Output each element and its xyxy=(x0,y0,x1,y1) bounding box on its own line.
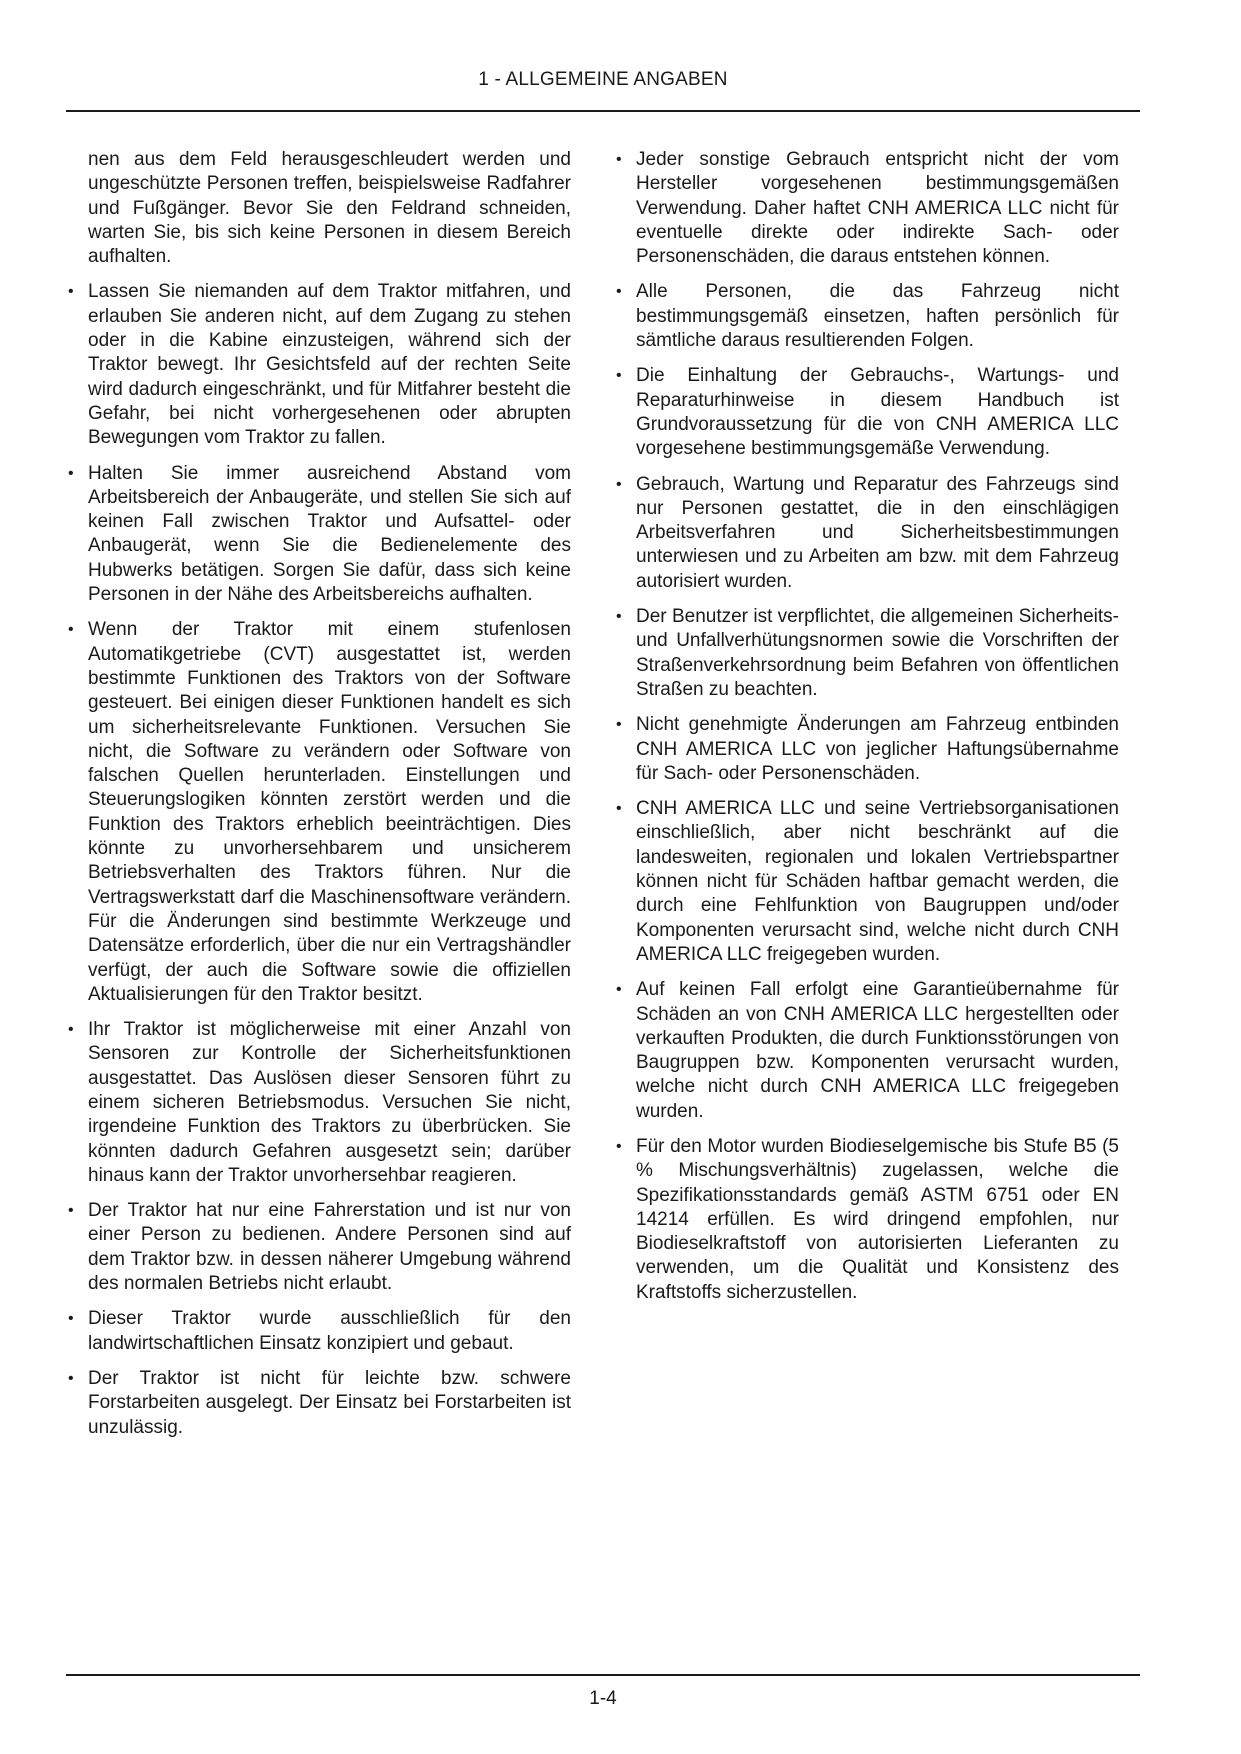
bullet-icon: • xyxy=(68,1202,74,1220)
list-item: • Halten Sie immer ausreichend Abstand vom Arbeitsbereich der Anbaugeräte, und stellen Sie sich auf keinen Fall zwischen Traktor und Aufsattel- oder Anbaugerät, wenn Sie die Bedienelemente des Hubwerks betätigen. Sorgen Sie dafür, dass sich keine Personen in der Nähe des Arbeitsbereichs aufhalten. xyxy=(68,462,571,606)
list-item: • Für den Motor wurden Biodieselgemische bis Stufe B5 (5 % Mischungsverhältnis) zugelassen, welche die Spezifikationsstandards gemäß ASTM 6751 oder EN 14214 erfüllen. Es wird dringend empfohlen, nur Biodieselkraftstoff von autorisierten Lieferanten zu verwenden, um die Qualität und Konsistenz des Kraftstoffs sicherzustellen. xyxy=(616,1135,1119,1303)
header-rule xyxy=(66,110,1140,112)
bullet-icon: • xyxy=(616,981,622,999)
bullet-icon: • xyxy=(616,716,622,734)
bullet-icon: • xyxy=(68,1369,74,1387)
list-item: • Der Traktor hat nur eine Fahrerstation und ist nur von einer Person zu bedienen. Andere Personen sind auf dem Traktor bzw. in dessen näherer Umgebung während des normalen Betriebs nicht erlaubt. xyxy=(68,1200,571,1295)
bullet-icon: • xyxy=(68,1310,74,1328)
left-column xyxy=(66,148,571,1451)
right-column xyxy=(614,148,1119,1316)
list-item: • Gebrauch, Wartung und Reparatur des Fahrzeugs sind nur Personen gestattet, die in den einschlägigen Arbeitsverfahren und Sicherheitsbestimmungen unterwiesen und zu Arbeiten am bzw. mit dem Fahrzeug autorisiert wurden. xyxy=(616,473,1119,592)
bullet-icon: • xyxy=(68,464,74,482)
bullet-icon: • xyxy=(68,283,74,301)
list-item: • Ihr Traktor ist möglicherweise mit einer Anzahl von Sensoren zur Kontrolle der Sicherheitsfunktionen ausgestattet. Das Auslösen dieser Sensoren führt zu einem sicheren Betriebsmodus. Versuchen Sie nicht, irgendeine Funktion des Traktors zu überbrücken. Sie könnten dadurch Gefahren ausgesetzt sein; darüber hinaus kann der Traktor unvorhersehbar reagieren. xyxy=(68,1019,571,1186)
list-item: • Die Einhaltung der Gebrauchs-, Wartungs- und Reparaturhinweise in diesem Handbuch ist Grundvoraussetzung für die von CNH AMERICA LLC vorgesehene bestimmungsgemäße Verwendung. xyxy=(616,365,1119,460)
bullet-icon: • xyxy=(616,283,622,301)
bullet-icon: • xyxy=(68,1021,74,1039)
page-number: 1-4 xyxy=(589,1688,617,1709)
footer-rule xyxy=(66,1674,1140,1676)
list-item: • Alle Personen, die das Fahrzeug nicht bestimmungsgemäß einsetzen, haften persönlich für sämtliche daraus resultierenden Folgen. xyxy=(616,281,1119,352)
right-bullet-list xyxy=(614,148,1119,1305)
bullet-icon: • xyxy=(616,475,622,493)
list-item: • Wenn der Traktor mit einem stufenlosen Automatikgetriebe (CVT) ausgestattet ist, werden bestimmte Funktionen des Traktors von der Software gesteuert. Bei einigen dieser Funktionen handelt es sich um sicherheitsrelevante Funktionen. Versuchen Sie nicht, die Software zu verändern oder Software von falschen Quellen herunterladen. Einstellungen und Steuerungslogiken könnten zerstört werden und die Funktion des Traktors erheblich beeinträchtigen. Dies könnte zu unvorhersehbarem und unsicherem Betriebsverhalten des Traktors führen. Nur die Vertragswerkstatt darf die Maschinensoftware verändern. Für die Änderungen sind bestimmte Werkzeuge und Datensätze erforderlich, über die nur ein Vertragshändler verfügt, der auch die Software sowie die offiziellen Aktualisierungen für den Traktor besitzt. xyxy=(68,619,571,1005)
continuation-paragraph: nen aus dem Feld herausgeschleudert werden und ungeschützte Personen treffen, beispielsweise Radfahrer und Fußgänger. Bevor Sie den Feldrand schneiden, warten Sie, bis sich keine Personen in diesem Bereich aufhalten. xyxy=(88,149,571,268)
list-item: • Lassen Sie niemanden auf dem Traktor mitfahren, und erlauben Sie anderen nicht, auf dem Zugang zu stehen oder in die Kabine einzusteigen, während sich der Traktor bewegt. Ihr Gesichtsfeld auf der rechten Seite wird dadurch eingeschränkt, und für Mitfahrer besteht die Gefahr, bei nicht vorhergesehenen oder abrupten Bewegungen vom Traktor zu fallen. xyxy=(68,281,571,449)
page-header-title: 1 - ALLGEMEINE ANGABEN xyxy=(478,69,728,90)
list-item: • CNH AMERICA LLC und seine Vertriebsorganisationen einschließlich, aber nicht beschränkt auf die landesweiten, regionalen und lokalen Vertriebspartner können nicht für Schäden haftbar gemacht werden, die durch eine Fehlfunktion von Baugruppen und/oder Komponenten verursacht sind, welche nicht durch CNH AMERICA LLC freigegeben wurden. xyxy=(616,798,1119,965)
list-item: • Der Benutzer ist verpflichtet, die allgemeinen Sicherheits- und Unfallverhütungsnormen sowie die Vorschriften der Straßenverkehrsordnung beim Befahren von öffentlichen Straßen zu beachten. xyxy=(616,606,1119,700)
bullet-icon: • xyxy=(616,1137,622,1155)
bullet-icon: • xyxy=(616,367,622,385)
bullet-icon: • xyxy=(68,621,74,639)
bullet-icon: • xyxy=(616,608,622,626)
left-bullet-list xyxy=(66,280,571,1439)
list-item: • Der Traktor ist nicht für leichte bzw. schwere Forstarbeiten ausgelegt. Der Einsatz bei Forstarbeiten ist unzulässig. xyxy=(68,1367,571,1438)
list-item: • Dieser Traktor wurde ausschließlich für den landwirtschaftlichen Einsatz konzipiert und gebaut. xyxy=(68,1308,571,1354)
bullet-icon: • xyxy=(616,151,622,168)
list-item: • Jeder sonstige Gebrauch entspricht nicht der vom Hersteller vorgesehenen bestimmungsgemäßen Verwendung. Daher haftet CNH AMERICA LLC nicht für eventuelle direkte oder indirekte Sach- oder Personenschäden, die daraus entstehen können. xyxy=(616,149,1119,268)
list-item: • Nicht genehmigte Änderungen am Fahrzeug entbinden CNH AMERICA LLC von jeglicher Haftungsübernahme für Sach- oder Personenschäden. xyxy=(616,714,1119,784)
list-item: • Auf keinen Fall erfolgt eine Garantieübernahme für Schäden an von CNH AMERICA LLC hergestellten oder verkauften Produkten, die durch Funktionsstörungen von Baugruppen bzw. Komponenten verursacht wurden, welche nicht durch CNH AMERICA LLC freigegeben wurden. xyxy=(616,979,1119,1122)
bullet-icon: • xyxy=(616,800,622,818)
